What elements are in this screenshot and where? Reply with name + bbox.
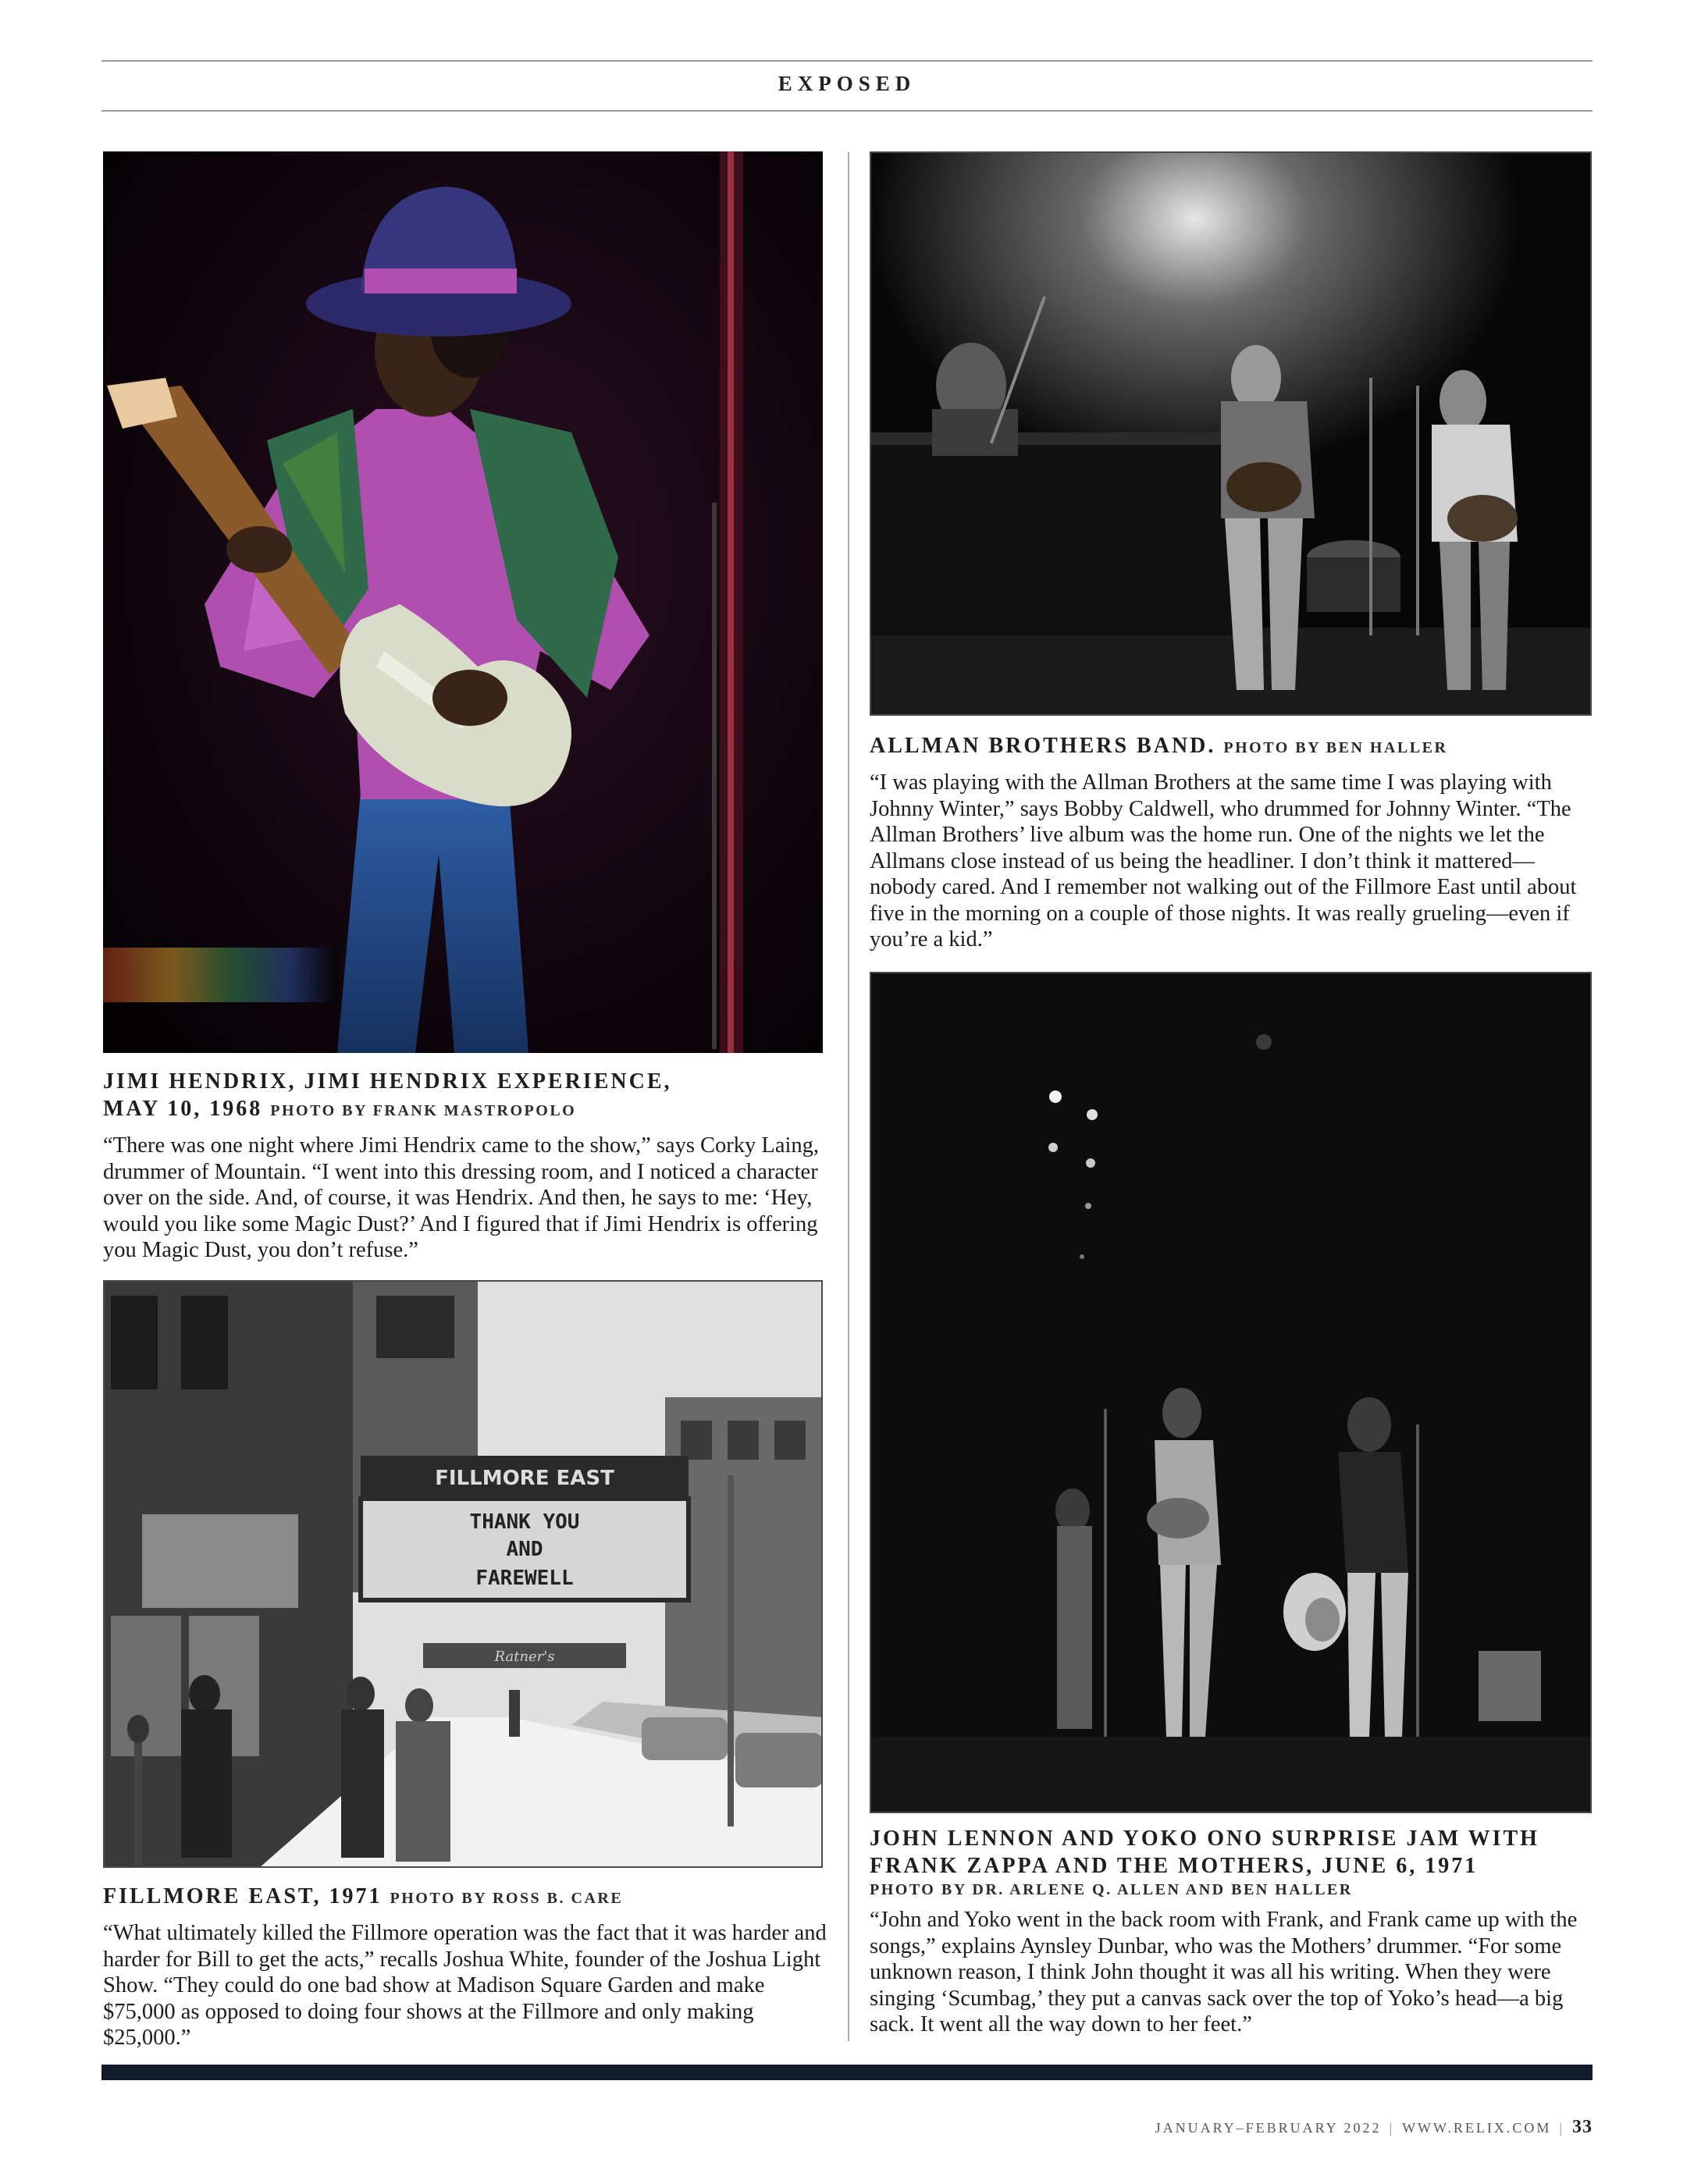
marquee-line-3: FAREWELL [475,1567,574,1590]
column-divider [848,152,849,2041]
hendrix-caption-title-line2 [103,1095,829,1125]
lennon-caption-body: “John and Yoko went in the back room with Frank, and Frank came up with the songs,” explains Aynsley Dunbar, who was the Mothers’ drummer. “For some unknown reason, I think John thought it was all his writing. When they were singing ‘Scumbag,’ they put a canvas sack over the top of Yoko’s head—a big sack. It went all the way down to her feet.” [870,1908,1578,2036]
allman-brothers-photo [870,151,1592,716]
header-top-rule [101,60,1593,62]
lennon-photo-credit: PHOTO BY DR. ARLENE Q. ALLEN AND BEN HALLER [870,1881,1353,1898]
marquee-name: FILLMORE EAST [435,1467,614,1490]
fillmore-caption-body: “What ultimately killed the Fillmore operation was the fact that it was harder and harder for Bill to get the acts,” recalls Joshua White, founder of the Joshua Light Show. “They could do one bad show at Madison Square Garden and make $75,000 as opposed to doing four shows at the Fillmore and only making $25,000.” [103,1921,827,2050]
allman-caption [870,732,1596,953]
footer [1155,2117,1593,2138]
page-number: 33 [1572,2117,1593,2137]
header-bottom-rule [101,110,1593,112]
hendrix-photo [103,151,823,1053]
footer-separator: | [1389,2120,1395,2136]
fillmore-photo-credit: PHOTO BY ROSS B. CARE [390,1890,624,1907]
marquee-line-2: AND [506,1538,543,1561]
footer-site: WWW.RELIX.COM [1402,2120,1552,2136]
bottom-bar [101,2065,1593,2080]
lennon-caption-title: JOHN LENNON AND YOKO ONO SURPRISE JAM WITH FRANK ZAPPA AND THE MOTHERS, JUNE 6, 1971 [870,1827,1539,1878]
footer-issue: JANUARY–FEBRUARY 2022 [1155,2120,1382,2136]
hendrix-caption [103,1068,829,1264]
awning-sign: Ratner's [494,1649,555,1665]
allman-caption-title: ALLMAN BROTHERS BAND. [870,734,1216,758]
hendrix-caption-body: “There was one night where Jimi Hendrix came to the show,” says Corky Laing, drummer of Mountain. “I went into this dressing room, and I noticed a character over on the side. And, of course, it was Hendrix. And then, he says to me: ‘Hey, would you like some Magic Dust?’ And I figured that if Jimi Hendrix is offering you Magic Dust, you don’t refuse.” [103,1133,820,1262]
hendrix-caption-title: JIMI HENDRIX, JIMI HENDRIX EXPERIENCE, [103,1069,672,1094]
section-label: EXPOSED [778,72,916,95]
marquee-line-1: THANK YOU [469,1510,580,1534]
hendrix-caption-date: MAY 10, 1968 [103,1097,263,1121]
allman-caption-title-line [870,732,1596,762]
footer-separator: | [1559,2120,1564,2136]
fillmore-caption-title-line [103,1883,829,1912]
fillmore-caption [103,1883,829,2051]
hendrix-photo-credit: PHOTO BY FRANK MASTROPOLO [270,1102,577,1119]
fillmore-east-photo [103,1280,823,1868]
fillmore-caption-title: FILLMORE EAST, 1971 [103,1884,383,1908]
lennon-caption [870,1825,1596,2038]
lennon-zappa-photo [870,972,1592,1813]
allman-caption-body: “I was playing with the Allman Brothers at the same time I was playing with Johnny Winter,” says Bobby Caldwell, who drummed for Johnny Winter. “The Allman Brothers’ live album was the home run. One of the nights we let the Allmans close instead of us being the headliner. I don’t think it mattered—nobody cared. And I remember not walking out of the Fillmore East until about five in the morning on a couple of those nights. It was really grueling—even if you’re a kid.” [870,770,1577,951]
allman-photo-credit: PHOTO BY BEN HALLER [1223,739,1448,756]
